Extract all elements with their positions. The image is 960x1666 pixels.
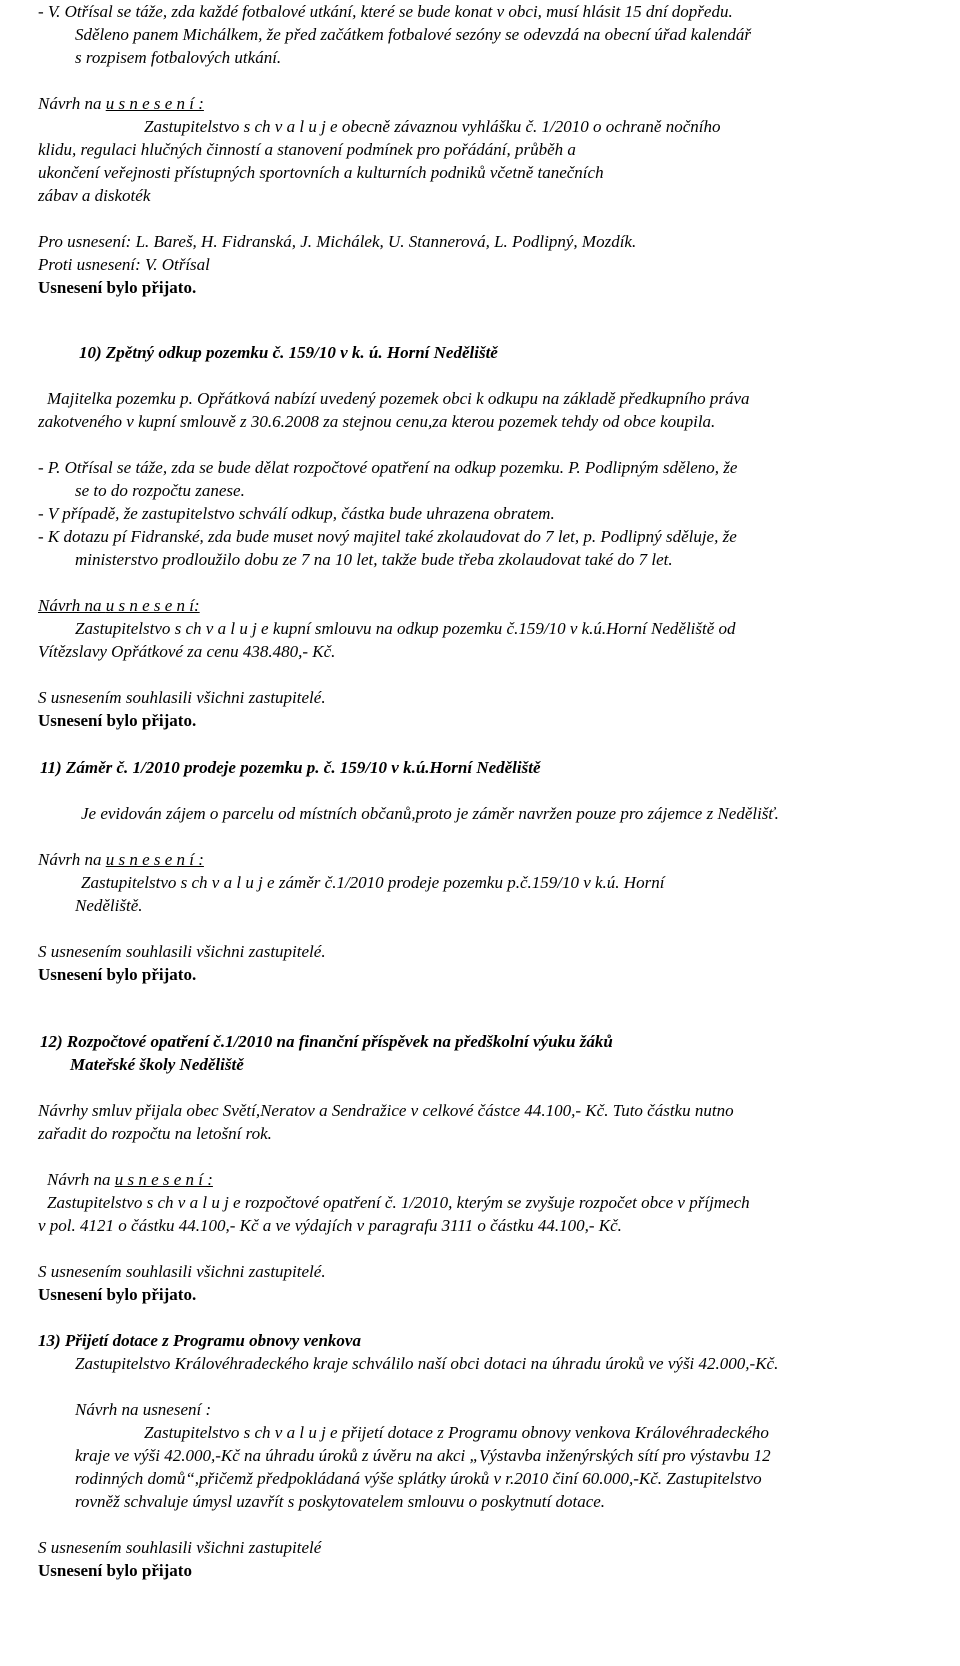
resolution-line: rovněž schvaluje úmysl uzavřít s poskytovatelem smlouvu o poskytnutí dotace. bbox=[75, 1492, 606, 1511]
label-part: Návrh na bbox=[47, 1170, 115, 1189]
bullet-line: - P. Otřísal se táže, zda se bude dělat rozpočtové opatření na odkup pozemku. P. Podlipným sděleno, že bbox=[38, 458, 738, 477]
resolution-proposal-label bbox=[38, 92, 204, 115]
resolution-accepted: Usnesení bylo přijato. bbox=[38, 711, 197, 730]
paragraph-line: Je evidován zájem o parcelu od místních občanů,proto je záměr navržen pouze pro zájemce z Nedělišť. bbox=[81, 804, 779, 823]
label-part: Návrh na bbox=[38, 850, 106, 869]
paragraph-line: zařadit do rozpočtu na letošní rok. bbox=[38, 1124, 272, 1143]
resolution-proposal-label: Návrh na usnesení : bbox=[75, 1400, 212, 1419]
resolution-accepted: Usnesení bylo přijato bbox=[38, 1561, 192, 1580]
resolution-line: Neděliště. bbox=[75, 896, 143, 915]
bullet-line: - V případě, že zastupitelstvo schválí odkup, částka bude uhrazena obratem. bbox=[38, 504, 555, 523]
label-part-underlined: u s n e s e n í : bbox=[105, 94, 204, 113]
resolution-line: klidu, regulaci hlučných činností a stanovení podmínek pro pořádání, průběh a bbox=[38, 140, 576, 159]
resolution-accepted: Usnesení bylo přijato. bbox=[38, 1285, 197, 1304]
paragraph-line: Návrhy smluv přijala obec Světí,Neratov a Sendražice v celkové částce 44.100,- Kč. Tuto částku nutno bbox=[38, 1101, 734, 1120]
label-part-underlined: u s n e s e n í : bbox=[105, 850, 204, 869]
label-part: Návrh na bbox=[38, 94, 106, 113]
paragraph-line: Zastupitelstvo Královéhradeckého kraje schválilo naší obci dotaci na úhradu úroků ve výši 42.000,-Kč. bbox=[75, 1354, 779, 1373]
resolution-line: Zastupitelstvo s ch v a l u j e rozpočtové opatření č. 1/2010, kterým se zvyšuje rozpočet obce v příjmech bbox=[47, 1193, 750, 1212]
resolution-line: zábav a diskoték bbox=[38, 186, 151, 205]
votes-for: Pro usnesení: L. Bareš, H. Fidranská, J. Michálek, U. Stannerová, L. Podlipný, Mozdík. bbox=[38, 232, 637, 251]
agreement-line: S usnesením souhlasili všichni zastupitelé. bbox=[38, 688, 326, 707]
agreement-line: S usnesením souhlasili všichni zastupitelé. bbox=[38, 1262, 326, 1281]
resolution-proposal-label bbox=[47, 1168, 213, 1191]
paragraph-line: Majitelka pozemku p. Opřátková nabízí uvedený pozemek obci k odkupu na základě předkupního práva bbox=[47, 389, 750, 408]
resolution-line: Vítězslavy Opřátkové za cenu 438.480,- Kč. bbox=[38, 642, 336, 661]
bullet-line: - V. Otřísal se táže, zda každé fotbalové utkání, které se bude konat v obci, musí hlásit 15 dní dopředu. bbox=[38, 2, 733, 21]
resolution-line: v pol. 4121 o částku 44.100,- Kč a ve výdajích v paragrafu 3111 o částku 44.100,- Kč. bbox=[38, 1216, 622, 1235]
section-heading-line-2: Mateřské školy Neděliště bbox=[70, 1055, 244, 1074]
resolution-line: kraje ve výši 42.000,-Kč na úhradu úroků z úvěru na akci „Výstavba inženýrských sítí pro výstavbu 12 bbox=[75, 1446, 771, 1465]
agreement-line: S usnesením souhlasili všichni zastupitelé bbox=[38, 1538, 322, 1557]
resolution-line: Zastupitelstvo s ch v a l u j e přijetí dotace z Programu obnovy venkova Královéhradeckého bbox=[144, 1423, 769, 1442]
section-heading: 11) Záměr č. 1/2010 prodeje pozemku p. č. 159/10 v k.ú.Horní Neděliště bbox=[40, 758, 541, 777]
label-part-underlined: u s n e s e n í: bbox=[105, 596, 200, 615]
text-line: s rozpisem fotbalových utkání. bbox=[75, 48, 282, 67]
resolution-line: Zastupitelstvo s ch v a l u j e kupní smlouvu na odkup pozemku č.159/10 v k.ú.Horní Neděliště od bbox=[75, 619, 736, 638]
paragraph-line: zakotveného v kupní smlouvě z 30.6.2008 za stejnou cenu,za kterou pozemek tehdy od obce koupila. bbox=[38, 412, 716, 431]
text-line: Sděleno panem Michálkem, že před začátkem fotbalové sezóny se odevzdá na obecní úřad kalendář bbox=[75, 25, 752, 44]
resolution-line: Zastupitelstvo s ch v a l u j e obecně závaznou vyhlášku č. 1/2010 o ochraně nočního bbox=[144, 117, 721, 136]
resolution-accepted: Usnesení bylo přijato. bbox=[38, 965, 197, 984]
resolution-proposal-label bbox=[38, 594, 200, 617]
text-line: ministerstvo prodloužilo dobu ze 7 na 10 let, takže bude třeba zkolaudovat také do 7 let. bbox=[75, 550, 673, 569]
resolution-proposal-label bbox=[38, 848, 204, 871]
text-line: se to do rozpočtu zanese. bbox=[75, 481, 245, 500]
resolution-line: Zastupitelstvo s ch v a l u j e záměr č.1/2010 prodeje pozemku p.č.159/10 v k.ú. Horní bbox=[81, 873, 665, 892]
bullet-line: - K dotazu pí Fidranské, zda bude muset nový majitel také zkolaudovat do 7 let, p. Podlipný sděluje, že bbox=[38, 527, 737, 546]
resolution-line: ukončení veřejnosti přístupných sportovních a kulturních podniků včetně tanečních bbox=[38, 163, 604, 182]
votes-against: Proti usnesení: V. Otřísal bbox=[38, 255, 210, 274]
resolution-line: rodinných domů“,přičemž předpokládaná výše splátky úroků v r.2010 činí 60.000,-Kč. Zastupitelstvo bbox=[75, 1469, 762, 1488]
label-part: Návrh na bbox=[38, 596, 106, 615]
section-heading: 13) Přijetí dotace z Programu obnovy venkova bbox=[38, 1331, 361, 1350]
label-part-underlined: u s n e s e n í : bbox=[114, 1170, 213, 1189]
resolution-accepted: Usnesení bylo přijato. bbox=[38, 278, 197, 297]
section-heading: 10) Zpětný odkup pozemku č. 159/10 v k. ú. Horní Neděliště bbox=[79, 343, 498, 362]
section-heading: 12) Rozpočtové opatření č.1/2010 na finanční příspěvek na předškolní výuku žáků bbox=[40, 1032, 613, 1051]
agreement-line: S usnesením souhlasili všichni zastupitelé. bbox=[38, 942, 326, 961]
